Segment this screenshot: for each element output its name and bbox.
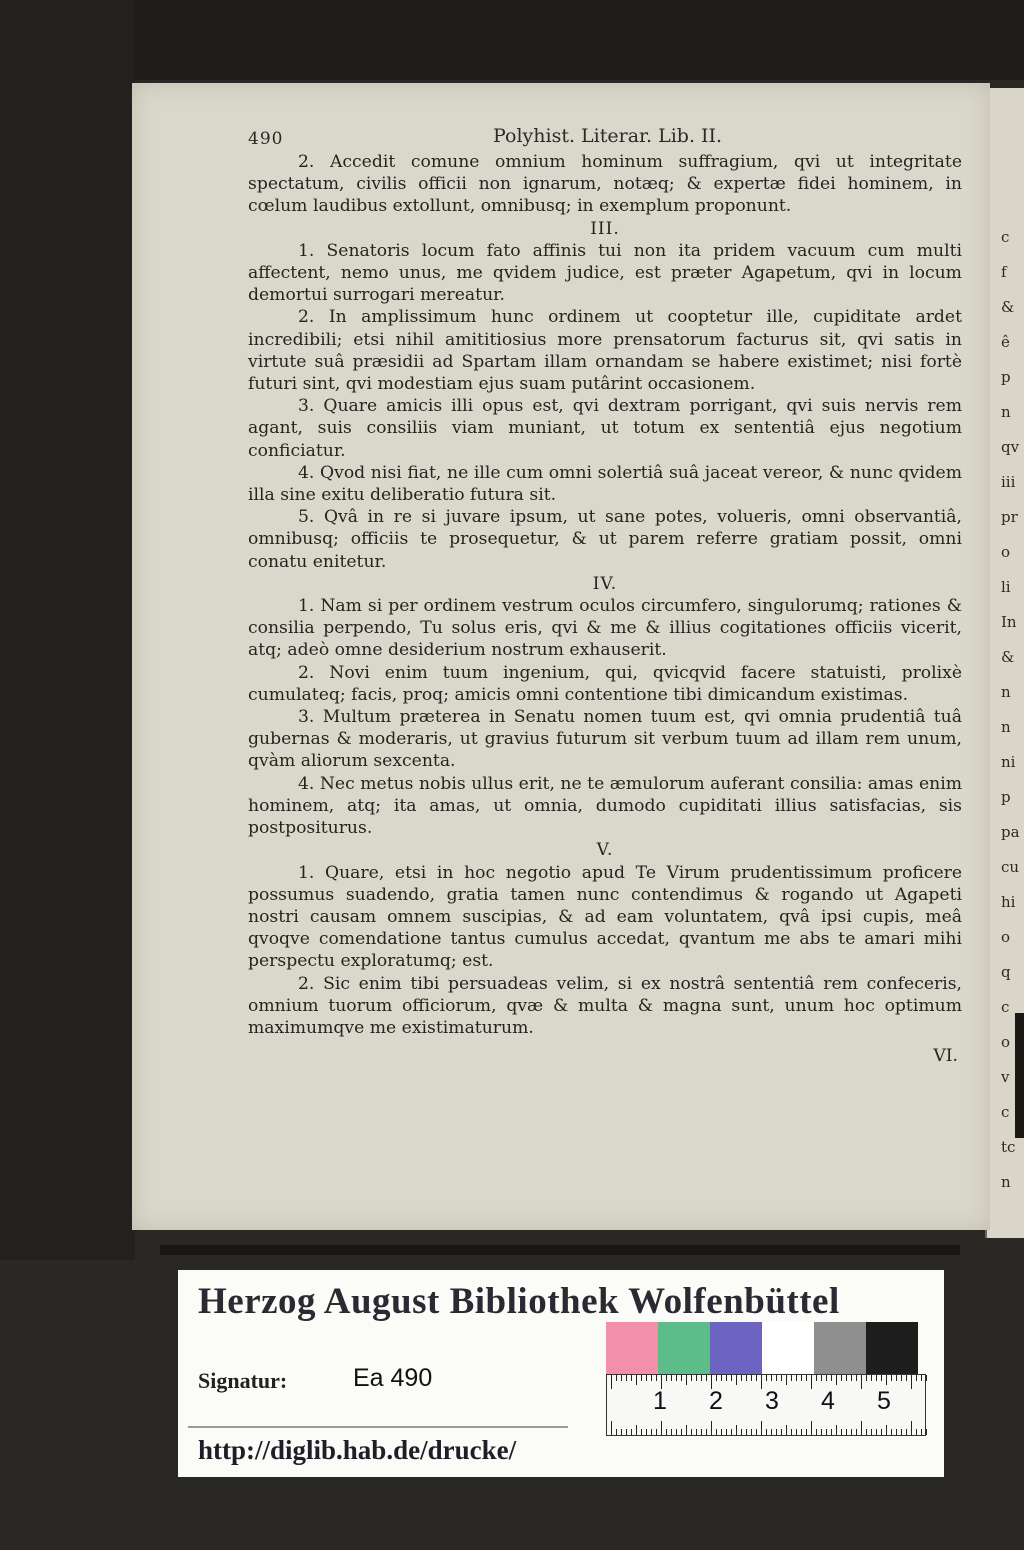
ruler-tick [861,1421,862,1435]
ruler-tick [861,1375,862,1389]
ruler-tick [901,1429,902,1435]
ruler-number: 1 [653,1387,667,1415]
ruler-tick [786,1375,787,1385]
ruler-tick [851,1429,852,1435]
paragraph: 1. Nam si per ordinem vestrum oculos circumfero, singulorumq; rationes & consilia perpendo, Tu solus eris, qvi & me & illius cogitationes officiis vicerit, atq; adeò omne desiderium nostrum exhauserit. [248,596,962,661]
ruler-tick [891,1429,892,1435]
section-heading: IV. [592,573,618,594]
facing-page-fragment: ni [1001,753,1016,771]
facing-page-fragment: cu [1001,858,1020,876]
ruler-tick [921,1429,922,1435]
ruler-tick [696,1429,697,1435]
ruler-tick [721,1429,722,1435]
ruler-tick [616,1429,617,1435]
signatur-label: Signatur: [198,1368,288,1393]
ruler-tick [626,1375,627,1381]
running-title: Polyhist. Literar. Lib. II. [493,125,723,147]
scan-background [0,0,1024,80]
color-swatch [658,1322,710,1374]
ruler-tick [736,1425,737,1435]
paragraph: 2. Sic enim tibi persuadeas velim, si ex nostrâ sententiâ rem confeceris, omnium tuorum officiorum, qvæ & multa & magna sunt, unum hoc optimum maximumqve me existimaturum. [248,973,962,1038]
facing-page-fragment: n [1001,403,1011,421]
catchword: VI. [933,1046,958,1067]
ruler-tick [696,1375,697,1381]
facing-page-fragment: li [1001,578,1011,596]
facing-page-fragment: pa [1001,823,1020,841]
ruler-tick [926,1375,927,1381]
ruler-tick [661,1421,662,1435]
ruler-tick [681,1429,682,1435]
book-page [132,83,990,1230]
ruler-tick [766,1429,767,1435]
ruler-tick [746,1375,747,1381]
ruler-tick [751,1429,752,1435]
ruler-tick [866,1375,867,1381]
ruler-tick [801,1375,802,1381]
page-number: 490 [248,129,284,149]
ruler-tick [836,1375,837,1385]
ruler-tick [646,1429,647,1435]
facing-page-fragment: n [1001,683,1011,701]
facing-page [985,88,1024,1238]
facing-page-fragment: v [1001,1068,1010,1086]
ruler-tick [856,1429,857,1435]
ruler-tick [821,1375,822,1381]
ruler-tick [741,1429,742,1435]
url-divider [188,1426,568,1428]
scale-ruler [606,1374,926,1436]
library-url[interactable]: http://diglib.hab.de/drucke/ [198,1435,517,1465]
ruler-tick [621,1429,622,1435]
facing-page-fragment: n [1001,718,1011,736]
ruler-tick [801,1429,802,1435]
ruler-tick [916,1375,917,1381]
facing-page-fragment: p [1001,368,1011,386]
facing-page-fragment: q [1001,963,1011,981]
color-swatch [866,1322,918,1374]
paragraph: 1. Senatoris locum fato affinis tui non ita pridem vacuum cum multi affectent, nemo unus, me qvidem judice, est præter Agapetum, qvi in locum demortui surrogari mereatur. [248,240,962,306]
ruler-tick [791,1429,792,1435]
ruler-tick [826,1375,827,1381]
ruler-tick [911,1375,912,1389]
paragraph: 2. Accedit comune omnium hominum suffragium, qvi ut integritate spectatum, civilis officii non ignarum, notæq; & expertæ fidei hominem, in cœlum laudibus extollunt, omnibusq; in exemplum proponunt. [248,152,962,217]
ruler-tick [871,1429,872,1435]
ruler-tick [771,1429,772,1435]
ruler-tick [626,1429,627,1435]
facing-page-fragment: f [1001,263,1007,281]
ruler-tick [666,1429,667,1435]
library-name: Herzog August Bibliothek Wolfenbüttel [198,1281,840,1322]
paragraph: 4. Nec metus nobis ullus erit, ne te æmulorum auferant consilia: amas enim hominem, atq; ita amas, ut omnia, dumodo cupiditati illius satisfacias, sis postpositurus. [248,773,962,839]
ruler-tick [831,1375,832,1381]
ruler-tick [806,1429,807,1435]
ruler-tick [896,1429,897,1435]
ruler-tick [656,1375,657,1381]
facing-page-fragment: n [1001,1173,1011,1191]
ruler-tick [611,1375,612,1389]
ruler-tick [741,1375,742,1381]
facing-page-fragment: iii [1001,473,1016,491]
section-heading: V. [596,840,614,861]
facing-page-fragment: c [1001,228,1010,246]
paragraph: 4. Qvod nisi fiat, ne ille cum omni solertiâ suâ jaceat vereor, & nunc qvidem illa sine exitu deliberatio futura sit. [248,462,962,506]
facing-page-fragment: ê [1001,333,1010,351]
ruler-tick [751,1375,752,1381]
ruler-tick [746,1429,747,1435]
ruler-tick [906,1375,907,1381]
ruler-tick [836,1425,837,1435]
ruler-tick [731,1375,732,1381]
body-text [248,151,962,1039]
ruler-tick [831,1429,832,1435]
facing-page-fragment: tc [1001,1138,1016,1156]
ruler-tick [841,1429,842,1435]
ruler-tick [926,1429,927,1435]
ruler-tick [636,1425,637,1435]
ruler-tick [871,1375,872,1381]
ruler-tick [786,1425,787,1435]
ruler-tick [781,1429,782,1435]
page-edge-marker [1015,1013,1024,1138]
color-swatch [762,1322,814,1374]
ruler-tick [796,1429,797,1435]
ruler-tick [896,1375,897,1381]
paragraph: 2. In amplissimum hunc ordinem ut cooptetur ille, cupiditate ardet incredibili; etsi nihil amititiosius more prensatorum facturus sit, qvi satis in virtute suâ præsidii ad Spartam illam ornandam se habere existimet; nisi fortè futuri sint, qvi modestiam ejus suam putârint occasionem. [248,307,962,395]
ruler-tick [906,1429,907,1435]
ruler-tick [811,1375,812,1389]
color-swatch [814,1322,866,1374]
ruler-tick [621,1375,622,1381]
paragraph: 3. Multum præterea in Senatu nomen tuum est, qvi omnia prudentiâ tuâ gubernas & moderaris, ut gravius futurum sit verbum tuum ad illam rem unum, qvàm aliorum sexcenta. [248,707,962,772]
ruler-tick [631,1375,632,1381]
ruler-tick [846,1429,847,1435]
ruler-tick [706,1375,707,1381]
ruler-tick [776,1429,777,1435]
ruler-tick [811,1421,812,1435]
facing-page-fragment: qv [1001,438,1020,456]
facing-page-fragment: p [1001,788,1011,806]
paragraph: 2. Novi enim tuum ingenium, qui, qvicqvid facere statuisti, prolixè cumulateq; facis, proq; amicis omni contentione tibi dimicandum existimas. [248,662,962,705]
ruler-tick [841,1375,842,1381]
ruler-tick [856,1375,857,1381]
facing-page-fragment: & [1001,298,1015,316]
facing-page-fragment: In [1001,613,1017,631]
ruler-tick [821,1429,822,1435]
ruler-tick [656,1429,657,1435]
ruler-tick [681,1375,682,1381]
ruler-tick [701,1375,702,1381]
ruler-tick [631,1429,632,1435]
ruler-tick [916,1429,917,1435]
facing-page-fragment: c [1001,1103,1010,1121]
ruler-tick [881,1375,882,1381]
paragraph: 1. Quare, etsi in hoc negotio apud Te Virum prudentissimum proficere possumus suadendo, gratia tamen nunc contendimus & rogando ut Agapeti nostri causam omnem suscipias, & ad eam voluntatem, qvâ ipsi cupis, meâ qvoqve comendatione tantus cumulus accedat, qvantum me abs te amari mihi perspectu exploratumq; est. [248,862,962,972]
ruler-number: 3 [765,1387,779,1415]
paragraph: 3. Quare amicis illi opus est, qvi dextram porrigant, qvi suis nervis rem agant, suis consiliis viam muniant, ut totum ex sententiâ ejus negotium conficiatur. [248,396,962,461]
facing-page-fragment: o [1001,1033,1011,1051]
signatur-value: Ea 490 [353,1364,433,1392]
facing-page-fragment: hi [1001,893,1016,911]
ruler-tick [716,1429,717,1435]
page-content [248,121,962,1067]
ruler-number: 4 [821,1387,835,1415]
ruler-tick [726,1375,727,1381]
ruler-tick [796,1375,797,1381]
facing-page-fragment: o [1001,928,1011,946]
ruler-tick [876,1429,877,1435]
ruler-tick [726,1429,727,1435]
facing-page-fragment: c [1001,998,1010,1016]
ruler-tick [761,1421,762,1435]
library-footer [178,1270,944,1477]
ruler-tick [671,1375,672,1381]
ruler-tick [646,1375,647,1381]
section-heading: III. [590,218,620,239]
facing-page-fragment: pr [1001,508,1018,526]
ruler-tick [806,1375,807,1381]
ruler-tick [666,1375,667,1381]
color-swatch [710,1322,762,1374]
ruler-tick [711,1421,712,1435]
ruler-tick [691,1429,692,1435]
ruler-tick [901,1375,902,1381]
ruler-tick [886,1375,887,1385]
ruler-tick [676,1375,677,1381]
ruler-number: 2 [709,1387,723,1415]
ruler-tick [686,1425,687,1435]
ruler-tick [756,1429,757,1435]
paragraph: 5. Qvâ in re si juvare ipsum, ut sane potes, volueris, omni observantiâ, omnibusq; officiis te prosequetur, & ut parem referre gratiam possit, omni conatu enitetur. [248,507,962,572]
ruler-tick [781,1375,782,1381]
facing-page-fragment: o [1001,543,1011,561]
ruler-tick [636,1375,637,1385]
ruler-tick [816,1375,817,1381]
ruler-tick [851,1375,852,1381]
ruler-tick [731,1429,732,1435]
scan-background-left [0,0,135,1260]
ruler-tick [876,1375,877,1381]
ruler-tick [766,1375,767,1381]
ruler-tick [911,1421,912,1435]
ruler-tick [791,1375,792,1381]
ruler-tick [651,1375,652,1381]
ruler-tick [701,1429,702,1435]
ruler-tick [641,1375,642,1381]
ruler-tick [611,1421,612,1435]
ruler-number: 5 [877,1387,891,1415]
ruler-tick [671,1429,672,1435]
ruler-tick [886,1425,887,1435]
ruler-tick [676,1429,677,1435]
ruler-tick [691,1375,692,1381]
ruler-tick [881,1429,882,1435]
ruler-tick [616,1375,617,1381]
ruler-tick [816,1429,817,1435]
ruler-tick [761,1375,762,1389]
ruler-tick [686,1375,687,1385]
ruler-tick [706,1429,707,1435]
ruler-tick [721,1375,722,1381]
color-calibration-chart [606,1322,918,1374]
ruler-tick [776,1375,777,1381]
facing-page-fragment: & [1001,648,1015,666]
footer-shadow [160,1245,960,1255]
ruler-tick [846,1375,847,1381]
ruler-tick [756,1375,757,1381]
ruler-tick [736,1375,737,1385]
ruler-tick [866,1429,867,1435]
ruler-tick [716,1375,717,1381]
ruler-tick [826,1429,827,1435]
running-head [248,121,962,151]
color-swatch [606,1322,658,1374]
ruler-tick [641,1429,642,1435]
ruler-tick [891,1375,892,1381]
ruler-tick [771,1375,772,1381]
ruler-tick [651,1429,652,1435]
ruler-tick [921,1375,922,1381]
